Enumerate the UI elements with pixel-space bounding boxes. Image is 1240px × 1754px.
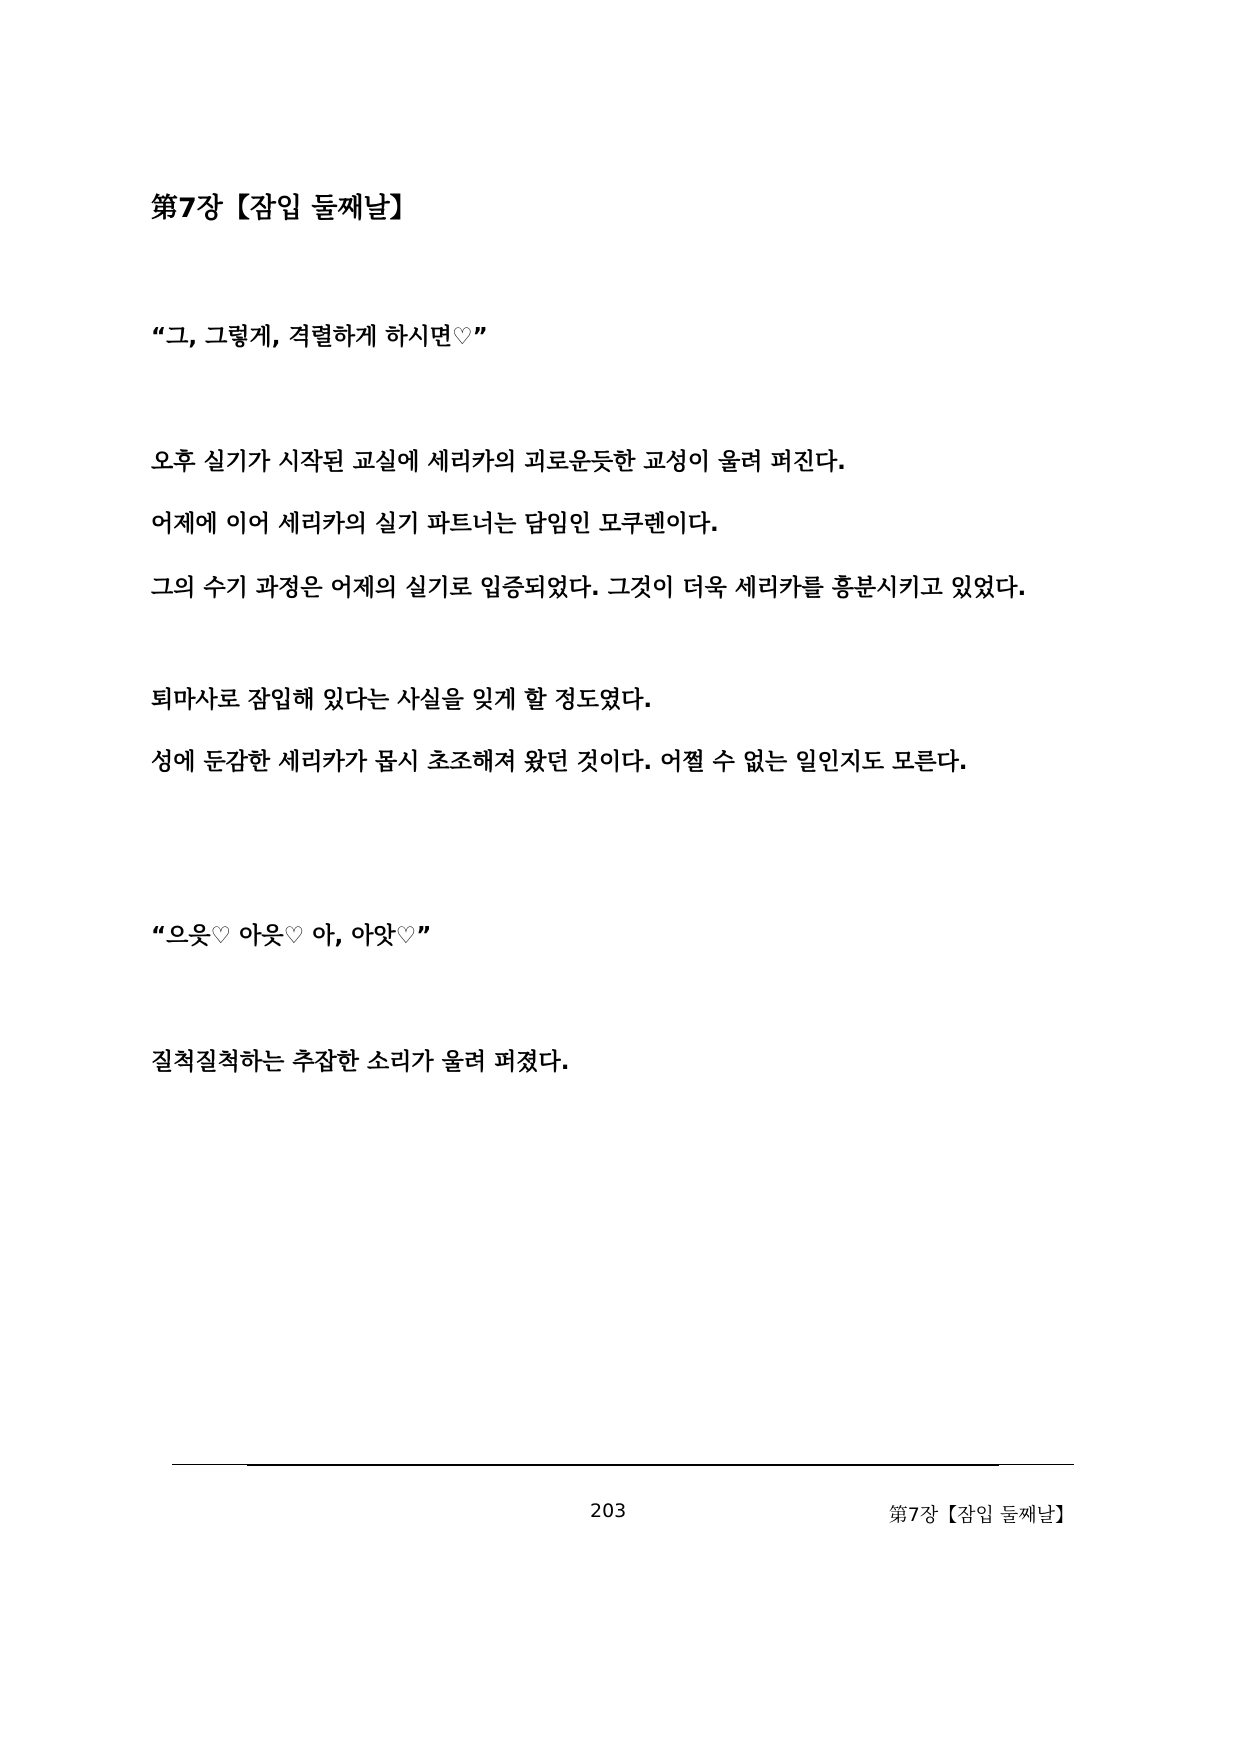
paragraph: 오후 실기가 시작된 교실에 세리카의 괴로운듯한 교성이 울려 퍼진다. [151, 449, 846, 475]
paragraph: 어제에 이어 세리카의 실기 파트너는 담임인 모쿠렌이다. [151, 511, 719, 537]
paragraph: 퇴마사로 잠입해 있다는 사실을 잊게 할 정도였다. [151, 687, 653, 713]
paragraph-dialogue: “그, 그렇게, 격렬하게 하시면♡” [151, 324, 488, 350]
running-title: 第7장【잠입 둘째날】 [888, 1504, 1074, 1526]
footer-divider-accent [247, 1464, 999, 1466]
paragraph-dialogue: “으읏♡ 아읏♡ 아, 아앗♡” [151, 923, 432, 949]
chapter-title: 第7장【잠입 둘째날】 [151, 193, 417, 224]
page-number: 203 [590, 1500, 627, 1522]
paragraph: 성에 둔감한 세리카가 몹시 초조해져 왔던 것이다. 어쩔 수 없는 일인지도 모른다. [151, 749, 968, 775]
paragraph: 그의 수기 과정은 어제의 실기로 입증되었다. 그것이 더욱 세리카를 흥분시키고 있었다. [151, 575, 1027, 601]
paragraph: 질척질척하는 추잡한 소리가 울려 퍼졌다. [151, 1049, 570, 1075]
